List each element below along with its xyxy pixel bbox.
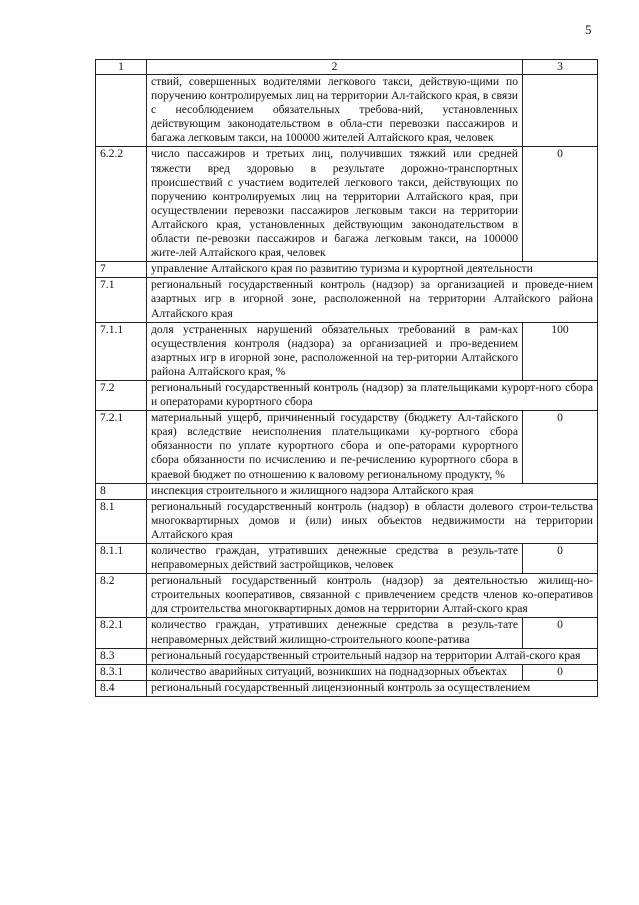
row-value-cell: 0 bbox=[523, 618, 598, 648]
row-number-cell: 7 bbox=[96, 262, 147, 278]
row-description-cell: региональный государственный контроль (надзор) за деятельностью жилищ-но-строительных кооперативов, связанной с привлечением средств членов ко-оперативов для строительства многоквартирных домов на территории Алтай-ского края bbox=[147, 574, 598, 618]
table-header-row bbox=[96, 60, 598, 75]
row-number-cell: 7.1 bbox=[96, 278, 147, 322]
row-description-cell: управление Алтайского края по развитию туризма и курортной деятельности bbox=[147, 262, 598, 278]
header-cell-2: 2 bbox=[147, 60, 523, 75]
row-description-cell: региональный государственный лицензионный контроль за осуществлением bbox=[147, 680, 598, 696]
row-number-cell: 6.2.2 bbox=[96, 147, 147, 262]
table-row bbox=[96, 648, 598, 664]
row-number-cell: 7.2 bbox=[96, 380, 147, 410]
row-description-cell: региональный государственный контроль (надзор) в области долевого строи-тельства многоквартирных домов и (или) иных объектов недвижимости на территории Алтайского края bbox=[147, 499, 598, 543]
row-value-cell: 0 bbox=[523, 544, 598, 574]
table-row bbox=[96, 574, 598, 618]
header-cell-3: 3 bbox=[523, 60, 598, 75]
row-description-cell: региональный государственный контроль (надзор) за организацией и проведе-нием азартных игр в игорной зоне, расположенной на территории Алтайского района Алтайского края bbox=[147, 278, 598, 322]
row-description-cell: инспекция строительного и жилищного надзора Алтайского края bbox=[147, 483, 598, 499]
row-value-cell: 0 bbox=[523, 147, 598, 262]
table-row bbox=[96, 680, 598, 696]
row-number-cell: 7.2.1 bbox=[96, 411, 147, 483]
table-row bbox=[96, 499, 598, 543]
row-description-cell: число пассажиров и третьих лиц, получивших тяжкий или средней тяжести вред здоровью в результате дорожно-транспортных происшествий с участием водителей легкового такси, действующих по поручению контролируемых лиц на территории Алтайского края, при осуществлении перевозки пассажиров легковым такси на территории Алтайского края, установленных действующим законодательством в области пе-ревозки пассажиров и багажа легковым такси, на 100000 жите-лей Алтайского края, человек bbox=[147, 147, 523, 262]
row-description-cell: количество граждан, утративших денежные средства в резуль-тате неправомерных действий жилищно-строительного коопе-ратива bbox=[147, 618, 523, 648]
table-row bbox=[96, 278, 598, 322]
row-description-cell: региональный государственный строительный надзор на территории Алтай-ского края bbox=[147, 648, 598, 664]
row-number-cell: 8.2 bbox=[96, 574, 147, 618]
row-number-cell: 8.2.1 bbox=[96, 618, 147, 648]
row-value-cell: 0 bbox=[523, 664, 598, 680]
row-description-cell: материальный ущерб, причиненный государству (бюджету Ал-тайского края) вследствие неисполнения плательщиками ку-рортного сбора обязанности по уплате курортного сбора и опе-раторами курортного сбора обязанности по исчислению и пе-речислению курортного сбора в краевой бюджет по отношению к валовому региональному продукту, % bbox=[147, 411, 523, 483]
header-cell-1: 1 bbox=[96, 60, 147, 75]
row-description-cell: количество аварийных ситуаций, возникших на поднадзорных объектах bbox=[147, 664, 523, 680]
indicators-table bbox=[95, 59, 598, 697]
row-description-cell: ствий, совершенных водителями легкового такси, действую-щими по поручению контролируемых лиц на территории Ал-тайского края, в связи с несоблюдением обязательных требова-ний, установленных действующим законодательством в обла-сти перевозки пассажиров и багажа легковым такси, на 100000 жителей Алтайского края, человек bbox=[147, 75, 523, 147]
table-row bbox=[96, 483, 598, 499]
table-row bbox=[96, 411, 598, 483]
table-row bbox=[96, 664, 598, 680]
row-description-cell: доля устраненных нарушений обязательных требований в рам-ках осуществления контроля (надзора) за организацией и про-ведением азартных игр в игорной зоне, расположенной на тер-ритории Алтайского района Алтайского края, % bbox=[147, 322, 523, 380]
row-number-cell bbox=[96, 75, 147, 147]
table-row bbox=[96, 322, 598, 380]
row-description-cell: количество граждан, утративших денежные средства в резуль-тате неправомерных действий застройщиков, человек bbox=[147, 544, 523, 574]
row-value-cell bbox=[523, 75, 598, 147]
table-body bbox=[96, 60, 598, 697]
table-row bbox=[96, 544, 598, 574]
table-row bbox=[96, 75, 598, 147]
table-row bbox=[96, 380, 598, 410]
row-description-cell: региональный государственный контроль (надзор) за плательщиками курорт-ного сбора и операторами курортного сбора bbox=[147, 380, 598, 410]
table-row bbox=[96, 147, 598, 262]
page-number: 5 bbox=[585, 22, 592, 37]
row-number-cell: 8.4 bbox=[96, 680, 147, 696]
row-number-cell: 8.1.1 bbox=[96, 544, 147, 574]
table-row bbox=[96, 262, 598, 278]
table-row bbox=[96, 618, 598, 648]
row-number-cell: 8.1 bbox=[96, 499, 147, 543]
row-number-cell: 7.1.1 bbox=[96, 322, 147, 380]
row-number-cell: 8.3 bbox=[96, 648, 147, 664]
row-number-cell: 8 bbox=[96, 483, 147, 499]
row-value-cell: 0 bbox=[523, 411, 598, 483]
row-number-cell: 8.3.1 bbox=[96, 664, 147, 680]
row-value-cell: 100 bbox=[523, 322, 598, 380]
